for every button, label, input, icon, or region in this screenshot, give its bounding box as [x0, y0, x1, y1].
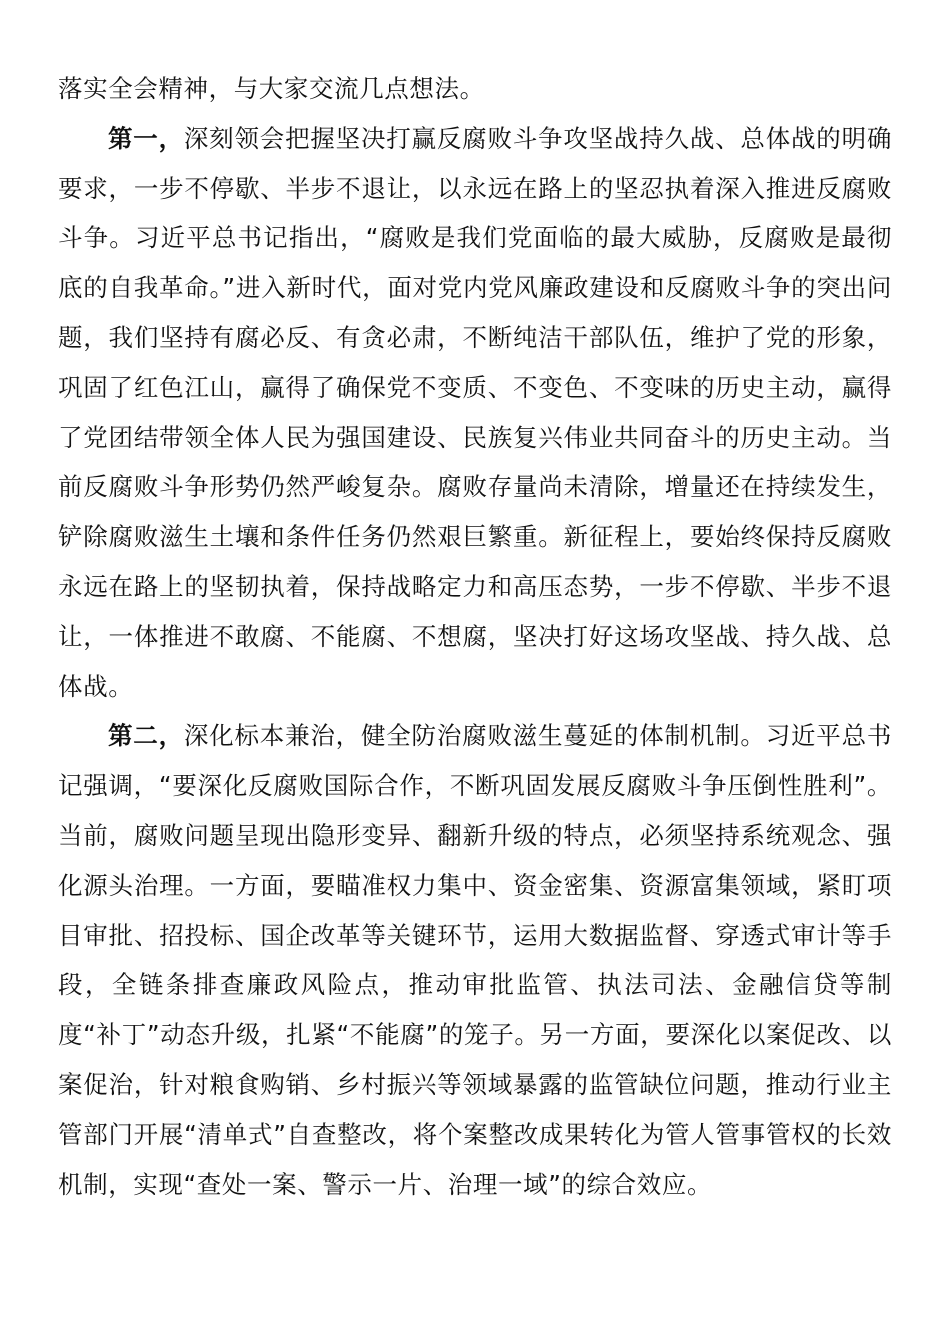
paragraph-text: 深化标本兼治，健全防治腐败滋生蔓延的体制机制。习近平总书记强调，“要深化反腐败国际合作，不断巩固发展反腐败斗争压倒性胜利”。当前，腐败问题呈现出隐形变异、翻新升级的特点，必须坚持系统观念、强化源头治理。一方面，要瞄准权力集中、资金密集、资源富集领域，紧盯项目审批、招投标、国企改革等关键环节，运用大数据监督、穿透式审计等手段，全链条排查廉政风险点，推动审批监管、执法司法、金融信贷等制度“补丁”动态升级，扎紧“不能腐”的笼子。另一方面，要深化以案促改、以案促治，针对粮食购销、乡村振兴等领域暴露的监管缺位问题，推动行业主管部门开展“清单式”自查整改，将个案整改成果转化为管人管事管权的长效机制，实现“查处一案、警示一片、治理一域”的综合效应。 — [58, 721, 892, 1199]
paragraph-text: 深刻领会把握坚决打赢反腐败斗争攻坚战持久战、总体战的明确要求，一步不停歇、半步不退让，以永远在路上的坚忍执着深入推进反腐败斗争。习近平总书记指出，“腐败是我们党面临的最大威胁，反腐败是最彻底的自我革命。”进入新时代，面对党内党风廉政建设和反腐败斗争的突出问题，我们坚持有腐必反、有贪必肃，不断纯洁干部队伍，维护了党的形象，巩固了红色江山，赢得了确保党不变质、不变色、不变味的历史主动，赢得了党团结带领全体人民为强国建设、民族复兴伟业共同奋斗的历史主动。当前反腐败斗争形势仍然严峻复杂。腐败存量尚未清除，增量还在持续发生，铲除腐败滋生土壤和条件任务仍然艰巨繁重。新征程上，要始终保持反腐败永远在路上的坚韧执着，保持战略定力和高压态势，一步不停歇、半步不退让，一体推进不敢腐、不能腐、不想腐，坚决打好这场攻坚战、持久战、总体战。 — [58, 123, 892, 701]
paragraph-lead: 第二， — [108, 721, 184, 751]
paragraph-lead: 第一， — [108, 123, 184, 153]
document-body — [58, 64, 892, 1209]
paragraph-text: 落实全会精神，与大家交流几点想法。 — [58, 74, 485, 103]
paragraph-first-point — [58, 114, 892, 712]
paragraph-second-point — [58, 711, 892, 1209]
paragraph-intro-continuation — [58, 64, 892, 114]
